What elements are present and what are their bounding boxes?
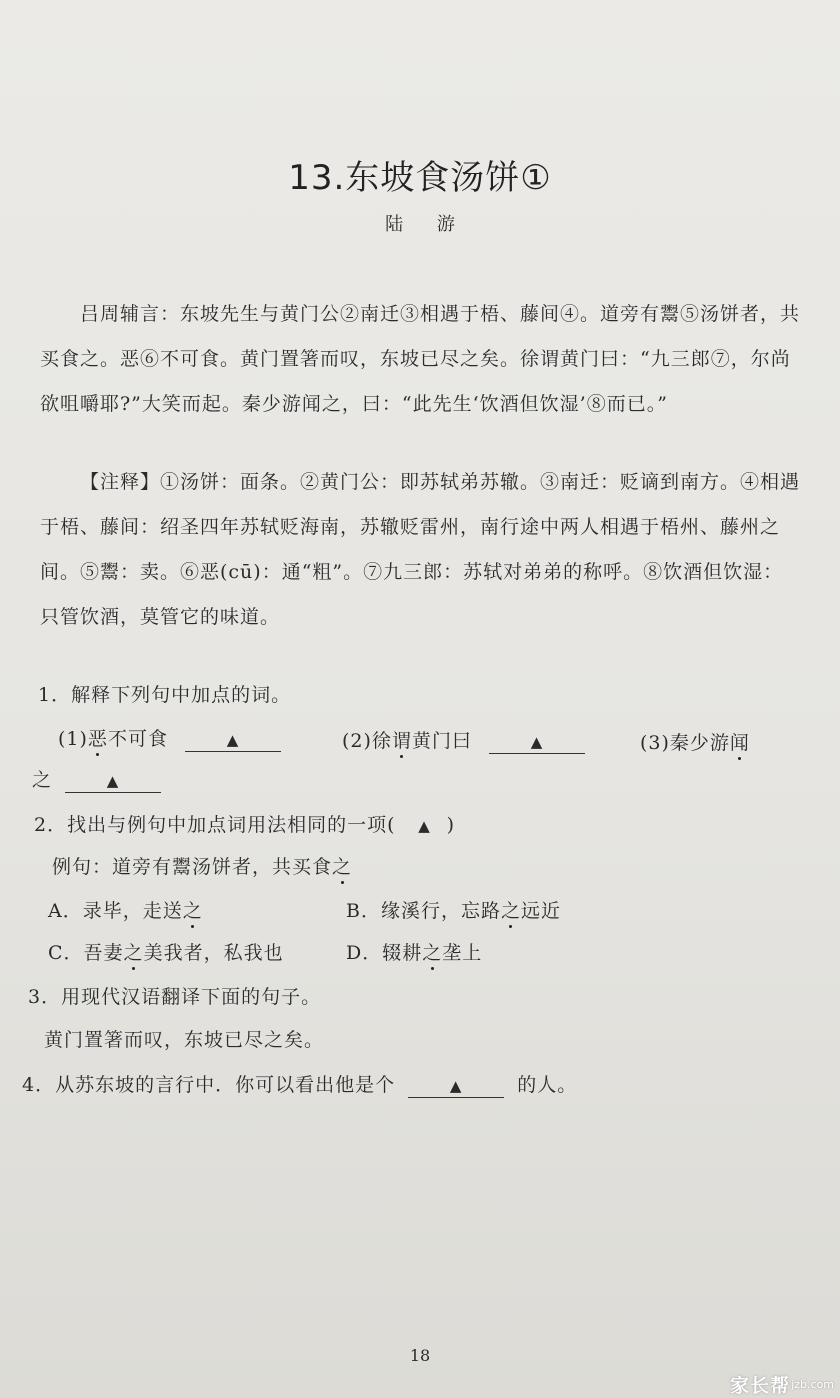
q3-stem: 3．用现代汉语翻译下面的句子。 xyxy=(28,986,322,1008)
q1-item-2-text: 黄门曰 xyxy=(411,730,472,752)
triangle-icon: ▲ xyxy=(106,772,120,790)
q2-stem-text: 2．找出与例句中加点词用法相同的一项( xyxy=(34,814,396,836)
q2-stem-end: ) xyxy=(446,814,455,836)
dotted-word: 之 xyxy=(182,900,203,922)
option-text: A．录毕，走送 xyxy=(48,900,183,922)
q1-item-3 xyxy=(640,728,750,755)
answer-blank[interactable] xyxy=(403,814,447,836)
notes-text: 【注释】①汤饼：面条。②黄门公：即苏轼弟苏辙。③南迁：贬谪到南方。④相遇于梧、藤间：绍圣四年苏轼贬海南，苏辙贬雷州，南行途中两人相遇于梧州、藤州之间。⑤鬻：卖。⑥恶(cū)：通“粗”。⑦九三郎：苏轼对弟弟的称呼。⑧饮酒但饮湿：只管饮酒，莫管它的味道。 xyxy=(40,471,801,628)
option-text: C．吾妻 xyxy=(48,942,124,964)
dotted-word: 之 xyxy=(332,856,353,878)
notes xyxy=(40,460,800,640)
option-text: D．辍耕 xyxy=(346,942,423,964)
dotted-word: 闻 xyxy=(729,732,750,754)
option-text-end: 远近 xyxy=(520,900,561,922)
option-text-end: 垄上 xyxy=(442,942,483,964)
q2-option-d[interactable] xyxy=(346,938,482,965)
q1-item-2-number: (2)徐 xyxy=(342,730,392,752)
answer-blank[interactable] xyxy=(489,731,585,754)
author: 陆 游 xyxy=(385,214,469,235)
dotted-word: 之 xyxy=(123,942,144,964)
q1-item-3-continued xyxy=(32,765,161,793)
watermark-url: jzb.com xyxy=(791,1378,834,1391)
answer-blank[interactable] xyxy=(408,1075,504,1098)
watermark-logo: 家长帮 xyxy=(729,1375,790,1397)
passage xyxy=(40,292,800,427)
q1-item-1-number: (1) xyxy=(58,728,88,750)
q2-example xyxy=(52,852,352,879)
dotted-word: 谓 xyxy=(391,730,412,752)
q2-option-a[interactable] xyxy=(48,896,203,923)
page-number: 18 xyxy=(409,1346,431,1365)
q1-item-1-text: 不可食 xyxy=(107,728,168,750)
q1-stem: 1．解释下列句中加点的词。 xyxy=(38,684,292,706)
q1-item-1 xyxy=(58,724,281,752)
dotted-word: 之 xyxy=(500,900,521,922)
q3-sentence: 黄门置箸而叹，东坡已尽之矣。 xyxy=(44,1029,325,1051)
triangle-icon: ▲ xyxy=(226,731,240,749)
triangle-icon: ▲ xyxy=(418,817,431,835)
triangle-icon: ▲ xyxy=(449,1077,463,1095)
q2-example-text: 例句：道旁有鬻汤饼者，共买食 xyxy=(52,856,333,878)
page-title: 13.东坡食汤饼① xyxy=(288,158,552,198)
dotted-word: 恶 xyxy=(87,728,108,750)
answer-blank[interactable] xyxy=(185,729,281,752)
q4 xyxy=(22,1070,577,1098)
q2-option-c[interactable] xyxy=(48,938,284,965)
q4-text: 4．从苏东坡的言行中．你可以看出他是个 xyxy=(22,1074,396,1096)
dotted-word: 之 xyxy=(422,942,443,964)
triangle-icon: ▲ xyxy=(530,733,544,751)
q4-text-end: 的人。 xyxy=(517,1074,578,1096)
q1-item-3-text: 之 xyxy=(32,769,53,791)
q2-stem xyxy=(34,810,455,837)
passage-text: 吕周辅言：东坡先生与黄门公②南迁③相遇于梧、藤间④。道旁有鬻⑤汤饼者，共买食之。恶⑥不可食。黄门置箸而叹，东坡已尽之矣。徐谓黄门曰：“九三郎⑦，尔尚欲咀嚼耶?”大笑而起。秦少游闻之，曰：“此先生‘饮酒但饮湿’⑧而已。” xyxy=(40,303,801,415)
option-text: B．缘溪行，忘路 xyxy=(346,900,501,922)
q2-option-b[interactable] xyxy=(346,896,561,923)
answer-blank[interactable] xyxy=(65,770,161,793)
option-text-end: 美我者，私我也 xyxy=(143,942,284,964)
q1-item-3-number: (3)秦少游 xyxy=(640,732,730,754)
q1-item-2 xyxy=(342,726,585,754)
